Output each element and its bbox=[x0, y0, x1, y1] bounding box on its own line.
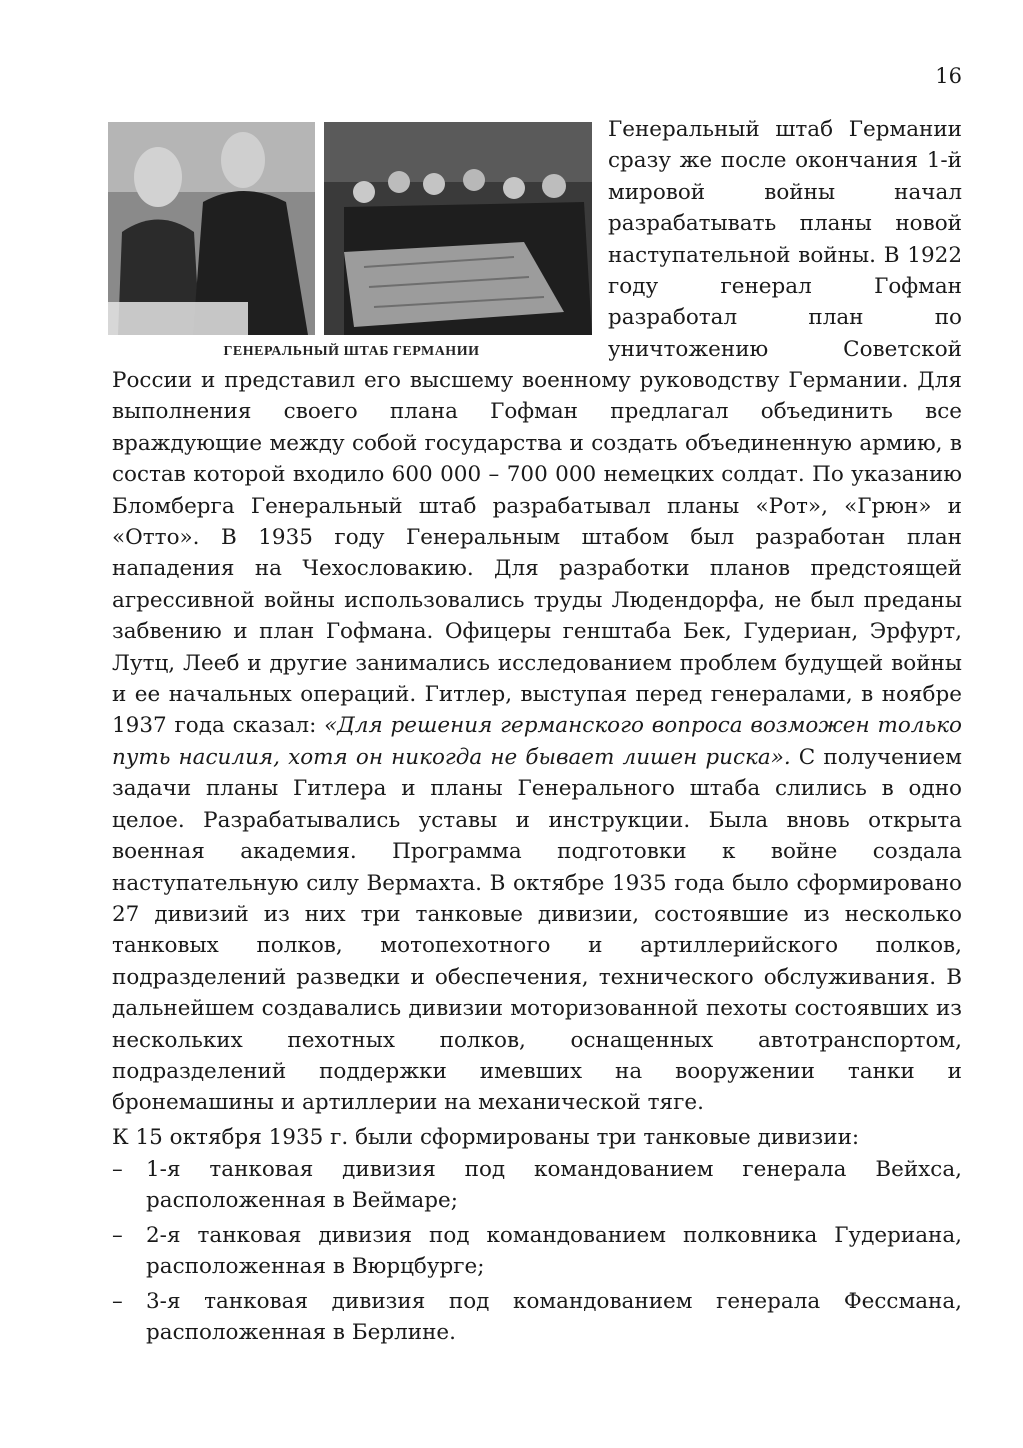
figure-caption: ГЕНЕРАЛЬНЫЙ ШТАБ ГЕРМАНИИ bbox=[223, 344, 480, 359]
main-paragraph-part2: С получением задачи планы Гитлера и планы Генерального штаба слились в одно целое. Разрабатывались уставы и инструкции. Была вновь открыта военная академия. Программа подготовки к войне создала наступательную силу Вермахта. В октябре 1935 года было сформировано 27 дивизий из них три танковые дивизии, состоявшие из несколько танковых полков, мотопехотного и артиллерийского полков, подразделений разведки и обеспечения, технического обслуживания. В дальнейшем создавались дивизии моторизованной пехоты состоявших из нескольких пехотных полков, оснащенных автотранспортом, подразделений поддержки имевших на вооружении танки и бронемашины и артиллерии на механической тяге. bbox=[112, 744, 962, 1116]
list-dash: – bbox=[112, 1222, 123, 1248]
divisions-list bbox=[112, 1154, 962, 1351]
page-number: 16 bbox=[935, 64, 962, 88]
list-dash: – bbox=[112, 1288, 123, 1314]
list-intro: К 15 октября 1935 г. были сформированы три танковые дивизии: bbox=[112, 1125, 860, 1150]
photo-generals-portrait-image bbox=[108, 122, 315, 335]
hitler-quote: «Для решения германского вопроса возможен только путь насилия, хотя он никогда не бывает лишен риска». bbox=[112, 713, 962, 770]
wrap-paragraph: Генеральный штаб Германии сразу же после окончания 1-й мировой войны начал разрабатывать планы новой наступательной войны. В 1922 году генерал Гофман разработал план по уничтожению Советской bbox=[608, 117, 962, 362]
photo-generals-portrait bbox=[108, 122, 315, 335]
list-item-text: 3-я танковая дивизия под командованием генерала Фессмана, расположенная в Берлине. bbox=[146, 1288, 962, 1346]
main-paragraph-part1: России и представил его высшему военному руководству Германии. Для выполнения своего плана Гофман предлагал объединить все враждующие между собой государства и создать объединенную армию, в состав которой входило 600 000 – 700 000 немецких солдат. По указанию Бломберга Генеральный штаб разрабатывал планы «Рот», «Грюн» и «Отто». В 1935 году Генеральным штабом был разработан план нападения на Чехословакию. Для разработки планов предстоящей агрессивной войны использовались труды Людендорфа, не был преданы забвению и план Гофмана. Офицеры генштаба Бек, Гудериан, Эрфурт, Лутц, Лееб и другие занимались исследованием проблем будущей войны и ее начальных операций. Гитлер, выступая перед генералами, в ноябре 1937 года сказал: bbox=[112, 368, 962, 739]
list-item bbox=[112, 1220, 962, 1283]
list-item bbox=[112, 1154, 962, 1217]
list-item bbox=[112, 1286, 962, 1349]
photo-staff-at-map-table-image bbox=[324, 122, 592, 335]
photo-staff-at-map-table bbox=[324, 122, 592, 335]
main-paragraph bbox=[112, 365, 962, 1119]
figure bbox=[108, 122, 595, 372]
list-item-text: 2-я танковая дивизия под командованием полковника Гудериана, расположенная в Вюрцбурге; bbox=[146, 1222, 962, 1280]
list-dash: – bbox=[112, 1157, 123, 1182]
list-item-text: 1-я танковая дивизия под командованием генерала Вейхса, расположенная в Веймаре; bbox=[146, 1157, 962, 1214]
